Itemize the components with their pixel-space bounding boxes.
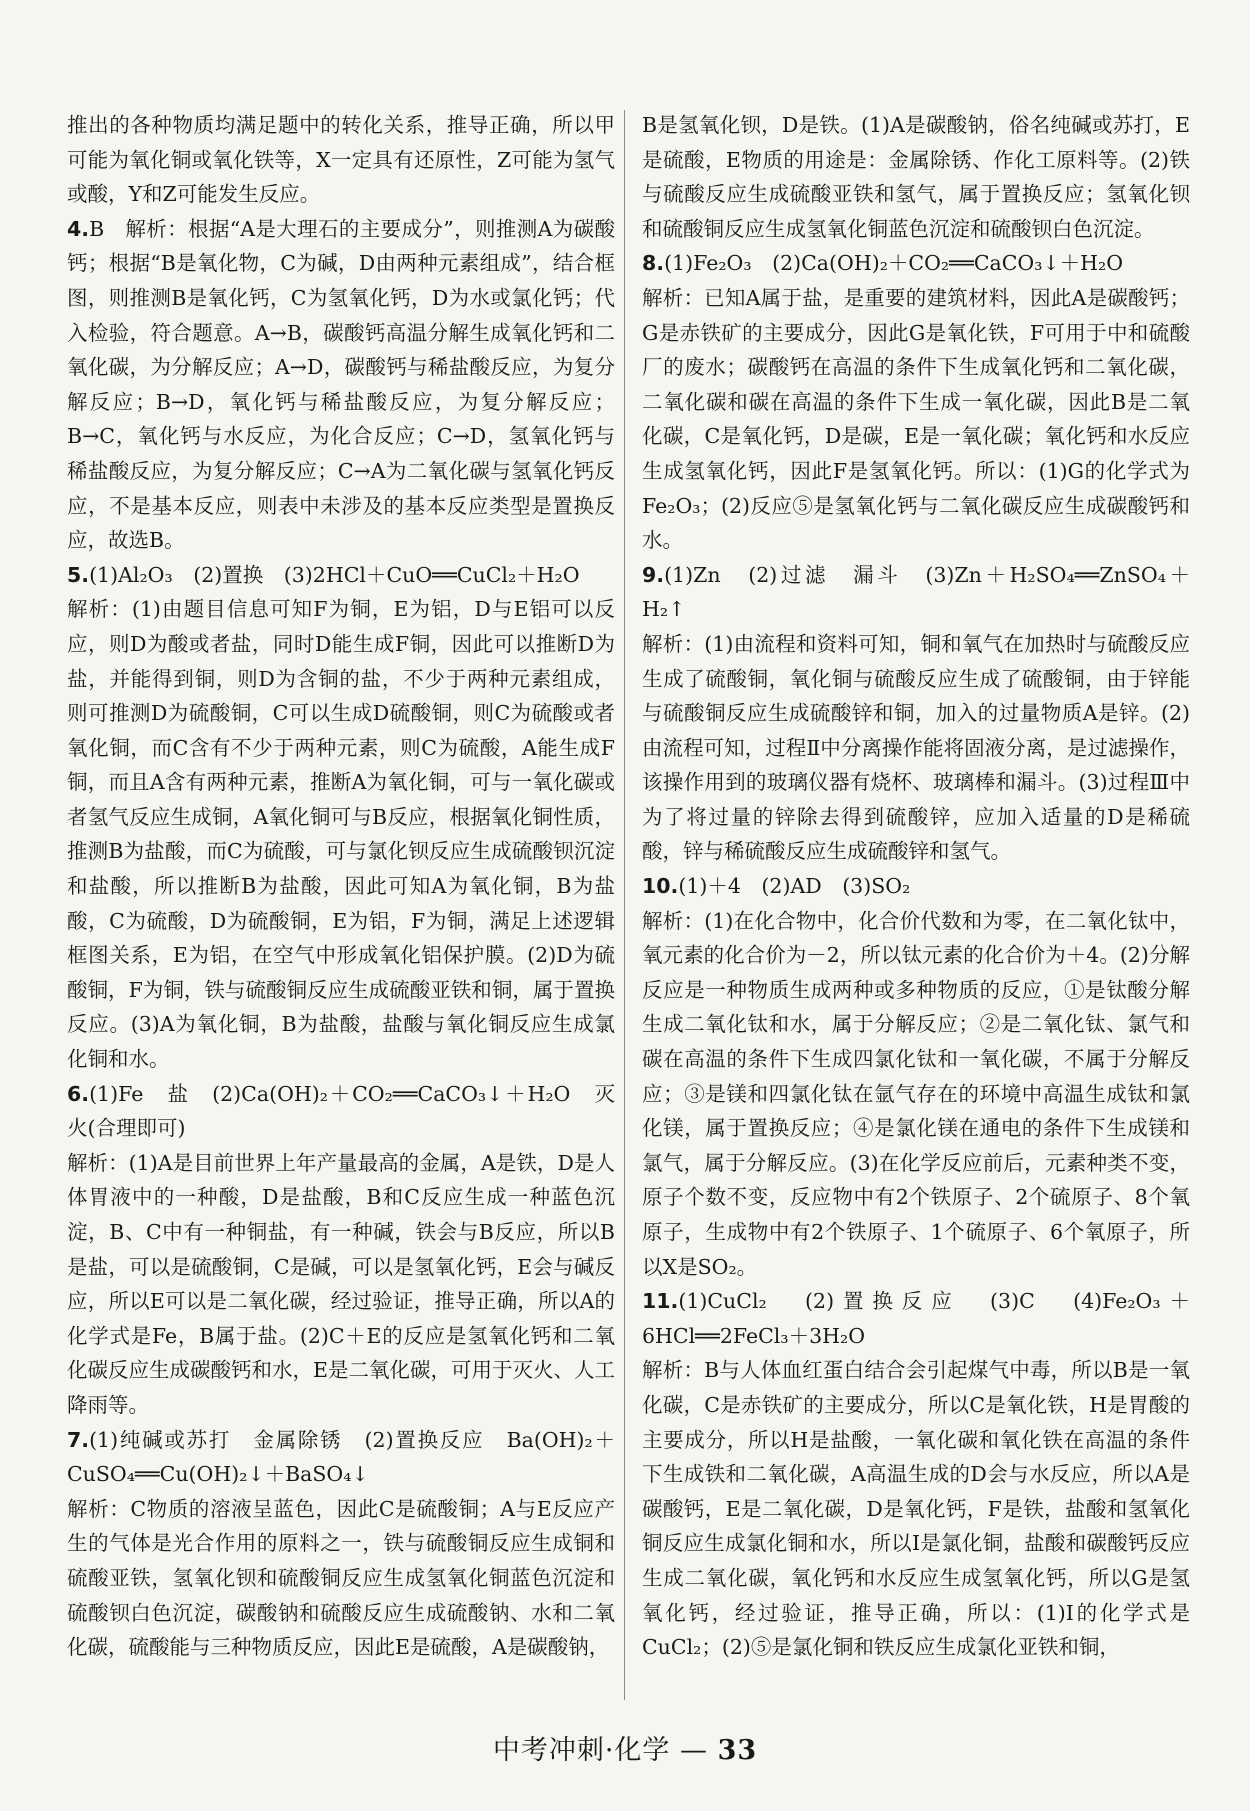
- footer-title: 中考冲刺·化学 —: [492, 1735, 708, 1766]
- answer-text: B 解析：根据“A是大理石的主要成分”，则推测A为碳酸钙；根据“B是氧化物，C为碱，D由两种元素组成”，结合框图，则推测B是氧化钙，C为氢氧化钙，D为水或氯化钙；代入检验，符合题意。A→B，碳酸钙高温分解生成氧化钙和二氧化碳，为分解反应；A→D，碳酸钙与稀盐酸反应，为复分解反应；B→D，氧化钙与稀盐酸反应，为复分解反应；B→C，氧化钙与水反应，为化合反应；C→D，氢氧化钙与稀盐酸反应，为复分解反应；C→A为二氧化碳与氢氧化钙反应，不是基本反应，则表中未涉及的基本反应类型是置换反应，故选B。: [67, 216, 615, 553]
- answer-text: (1)Fe₂O₃ (2)Ca(OH)₂＋CO₂══CaCO₃↓＋H₂O: [664, 251, 1124, 276]
- answer-text: 解析：(1)由流程和资料可知，铜和氧气在加热时与硫酸反应生成了硫酸铜，氧化铜与硫酸反应生成了硫酸铜，由于锌能与硫酸铜反应生成硫酸锌和铜，加入的过量物质A是锌。(2)由流程可知，过程Ⅱ中分离操作能将固液分离，是过滤操作，该操作用到的玻璃仪器有烧杯、玻璃棒和漏斗。(3)过程Ⅲ中为了将过量的锌除去得到硫酸锌，应加入适量的D是稀硫酸，锌与稀硫酸反应生成硫酸锌和氢气。: [642, 631, 1190, 864]
- question-number: 10.: [642, 874, 679, 899]
- answer-text: (1)Al₂O₃ (2)置换 (3)2HCl＋CuO══CuCl₂＋H₂O: [89, 562, 580, 587]
- question-number: 8.: [642, 251, 665, 276]
- answer-text: (1)CuCl₂ (2)置换反应 (3)C (4)Fe₂O₃＋6HCl══2FeCl₃＋3H₂O: [642, 1289, 1190, 1348]
- right-column: [642, 108, 1190, 1665]
- answer-paragraph: [67, 558, 615, 593]
- question-number: 6.: [67, 1081, 90, 1106]
- answer-text: 推出的各种物质均满足题中的转化关系，推导正确，所以甲可能为氧化铜或氧化铁等，X一定具有还原性，Z可能为氢气或酸，Y和Z可能发生反应。: [67, 113, 615, 207]
- question-number: 9.: [642, 562, 665, 587]
- answer-paragraph: [67, 1492, 615, 1665]
- answer-paragraph: [67, 1146, 615, 1423]
- answer-text: 解析：(1)在化合物中，化合价代数和为零，在二氧化钛中，氧元素的化合价为－2，所以钛元素的化合价为＋4。(2)分解反应是一种物质生成两种或多种物质的反应，①是钛酸分解生成二氧化钛和水，属于分解反应；②是二氧化钛、氯气和碳在高温的条件下生成四氯化钛和一氧化碳，不属于分解反应；③是镁和四氯化钛在氩气存在的环境中高温生成钛和氯化镁，属于置换反应；④是氯化镁在通电的条件下生成镁和氯气，属于分解反应。(3)在化学反应前后，元素种类不变，原子个数不变，反应物中有2个铁原子、2个硫原子、8个氧原子，生成物中有2个铁原子、1个硫原子、6个氧原子，所以X是SO₂。: [642, 908, 1190, 1279]
- answer-paragraph: [67, 1423, 615, 1492]
- question-number: 5.: [67, 562, 90, 587]
- answer-text: 解析：(1)由题目信息可知F为铜，E为铝，D与E铝可以反应，则D为酸或者盐，同时D能生成F铜，因此可以推断D为盐，并能得到铜，则D为含铜的盐，不少于两种元素组成，则可推测D为硫酸铜，C可以生成D硫酸铜，则C为硫酸或者氧化铜，而C含有不少于两种元素，则C为硫酸，A能生成F铜，而且A含有两种元素，推断A为氧化铜，可与一氧化碳或者氢气反应生成铜，A氧化铜可与B反应，根据氧化铜性质，推测B为盐酸，而C为硫酸，可与氯化钡反应生成硫酸钡沉淀和盐酸，所以推断B为盐酸，因此可知A为氧化铜，B为盐酸，C为硫酸，D为硫酸铜，E为铝，F为铜，满足上述逻辑框图关系，E为铝，在空气中形成氧化铝保护膜。(2)D为硫酸铜，F为铜，铁与硫酸铜反应生成硫酸亚铁和铜，属于置换反应。(3)A为氧化铜，B为盐酸，盐酸与氧化铜反应生成氯化铜和水。: [67, 597, 615, 1072]
- question-number: 4.: [67, 216, 90, 241]
- answer-paragraph: [642, 108, 1190, 246]
- answer-paragraph: [642, 558, 1190, 627]
- answer-text: (1)Zn (2)过滤 漏斗 (3)Zn＋H₂SO₄══ZnSO₄＋H₂↑: [642, 562, 1190, 622]
- column-divider: [624, 110, 625, 1700]
- question-number: 7.: [67, 1427, 90, 1452]
- answer-paragraph: [642, 281, 1190, 558]
- page-number: 33: [717, 1735, 758, 1766]
- answer-paragraph: [642, 904, 1190, 1285]
- answer-paragraph: [67, 108, 615, 212]
- answer-text: 解析：已知A属于盐，是重要的建筑材料，因此A是碳酸钙；G是赤铁矿的主要成分，因此G是氧化铁，F可用于中和硫酸厂的废水；碳酸钙在高温的条件下生成氧化钙和二氧化碳，二氧化碳和碳在高温的条件下生成一氧化碳，因此B是二氧化碳，C是氧化钙，D是碳，E是一氧化碳；氧化钙和水反应生成氢氧化钙，因此F是氢氧化钙。所以：(1)G的化学式为Fe₂O₃；(2)反应⑤是氢氧化钙与二氧化碳反应生成碳酸钙和水。: [642, 285, 1190, 553]
- page-footer: [0, 1728, 1250, 1767]
- answer-paragraph: [642, 627, 1190, 869]
- answer-paragraph: [642, 1284, 1190, 1353]
- answer-paragraph: [642, 246, 1190, 281]
- answer-text: B是氢氧化钡，D是铁。(1)A是碳酸钠，俗名纯碱或苏打，E是硫酸，E物质的用途是：金属除锈、作化工原料等。(2)铁与硫酸反应生成硫酸亚铁和氢气，属于置换反应；氢氧化钡和硫酸铜反应生成氢氧化铜蓝色沉淀和硫酸钡白色沉淀。: [642, 113, 1190, 241]
- answer-text: 解析：(1)A是目前世界上年产量最高的金属，A是铁，D是人体胃液中的一种酸，D是盐酸，B和C反应生成一种蓝色沉淀，B、C中有一种铜盐，有一种碱，铁会与B反应，所以B是盐，可以是硫酸铜，C是碱，可以是氢氧化钙，E会与碱反应，所以E可以是二氧化碳，经过验证，推导正确，所以A的化学式是Fe，B属于盐。(2)C＋E的反应是氢氧化钙和二氧化碳反应生成碳酸钙和水，E是二氧化碳，可用于灭火、人工降雨等。: [67, 1150, 615, 1417]
- answer-text: (1)纯碱或苏打 金属除锈 (2)置换反应 Ba(OH)₂＋CuSO₄══Cu(OH)₂↓＋BaSO₄↓: [67, 1427, 615, 1487]
- answer-paragraph: [642, 1353, 1190, 1664]
- question-number: 11.: [642, 1289, 679, 1314]
- left-column: [67, 108, 615, 1665]
- answer-paragraph: [642, 869, 1190, 904]
- answer-paragraph: [67, 212, 615, 558]
- answer-text: 解析：B与人体血红蛋白结合会引起煤气中毒，所以B是一氧化碳，C是赤铁矿的主要成分，所以C是氧化铁，H是胃酸的主要成分，所以H是盐酸，一氧化碳和氧化铁在高温的条件下生成铁和二氧化碳，A高温生成的D会与水反应，所以A是碳酸钙，E是二氧化碳，D是氧化钙，F是铁，盐酸和氢氧化铜反应生成氯化铜和水，所以I是氯化铜，盐酸和碳酸钙反应生成二氧化碳，氧化钙和水反应生成氢氧化钙，所以G是氢氧化钙，经过验证，推导正确，所以：(1)I的化学式是CuCl₂；(2)⑤是氯化铜和铁反应生成氯化亚铁和铜，: [642, 1358, 1190, 1660]
- answer-text: 解析：C物质的溶液呈蓝色，因此C是硫酸铜；A与E反应产生的气体是光合作用的原料之一，铁与硫酸铜反应生成铜和硫酸亚铁，氢氧化钡和硫酸铜反应生成氢氧化铜蓝色沉淀和硫酸钡白色沉淀，碳酸钠和硫酸反应生成硫酸钠、水和二氧化碳，硫酸能与三种物质反应，因此E是硫酸，A是碳酸钠，: [67, 1496, 615, 1660]
- answer-text: (1)＋4 (2)AD (3)SO₂: [678, 874, 911, 899]
- answer-paragraph: [67, 592, 615, 1076]
- answer-text: (1)Fe 盐 (2)Ca(OH)₂＋CO₂══CaCO₃↓＋H₂O 灭火(合理即可): [67, 1081, 615, 1141]
- answer-paragraph: [67, 1077, 615, 1146]
